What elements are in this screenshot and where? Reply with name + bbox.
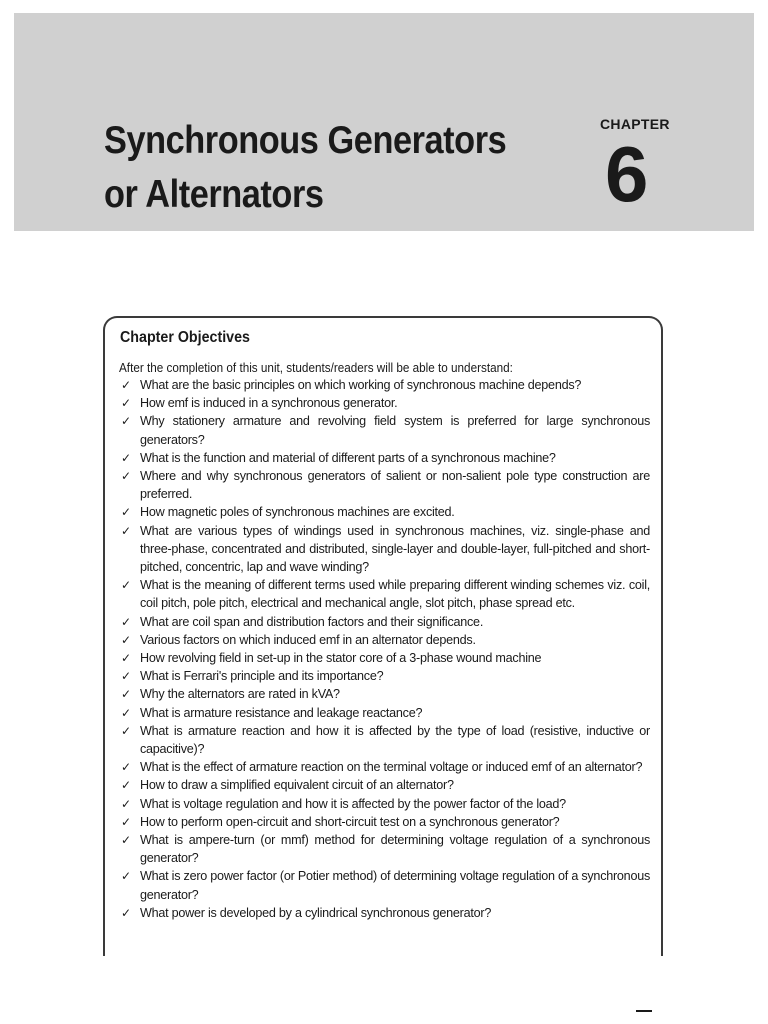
objective-item-text: How to draw a simplified equivalent circuit of an alternator? — [140, 778, 454, 793]
checkmark-icon: ✓ — [121, 632, 132, 647]
objective-item — [120, 449, 650, 467]
chapter-title-line-2: or Alternators — [104, 173, 324, 216]
chapter-objectives-list — [120, 376, 650, 922]
objective-item-text: How emf is induced in a synchronous generator. — [140, 396, 398, 411]
objective-item-text: How to perform open-circuit and short-circuit test on a synchronous generator? — [140, 814, 560, 829]
objective-item-text: Why the alternators are rated in kVA? — [140, 687, 340, 702]
checkmark-icon: ✓ — [121, 523, 132, 538]
objective-item — [120, 904, 650, 922]
objective-item — [120, 467, 650, 503]
chapter-objectives-intro: After the completion of this unit, students/readers will be able to understand: — [119, 361, 513, 375]
objective-item — [120, 831, 650, 867]
objective-item — [120, 704, 650, 722]
objective-item-text: What is armature resistance and leakage reactance? — [140, 705, 423, 720]
checkmark-icon: ✓ — [121, 723, 132, 738]
checkmark-icon: ✓ — [121, 614, 132, 629]
objective-item — [120, 813, 650, 831]
objective-item — [120, 613, 650, 631]
objective-item — [120, 522, 650, 577]
chapter-label: CHAPTER — [600, 116, 670, 132]
objective-item-text: What is zero power factor (or Potier method) of determining voltage regulation of a synchronous generator? — [140, 869, 650, 902]
objective-item — [120, 685, 650, 703]
objective-item — [120, 394, 650, 412]
checkmark-icon: ✓ — [121, 669, 132, 684]
objective-item-text: What is voltage regulation and how it is affected by the power factor of the load? — [140, 796, 566, 811]
checkmark-icon: ✓ — [121, 760, 132, 775]
objective-item-text: Where and why synchronous generators of salient or non-salient pole type construction are preferred. — [140, 469, 650, 502]
objective-item — [120, 649, 650, 667]
checkmark-icon: ✓ — [121, 378, 132, 392]
checkmark-icon: ✓ — [121, 687, 132, 702]
chapter-title — [104, 114, 509, 222]
objective-item — [120, 722, 650, 758]
checkmark-icon: ✓ — [121, 505, 132, 520]
objective-item-text: What is the function and material of different parts of a synchronous machine? — [140, 450, 556, 465]
objective-item-text: How magnetic poles of synchronous machines are excited. — [140, 505, 455, 520]
objective-item-text: What are coil span and distribution factors and their significance. — [140, 614, 484, 629]
checkmark-icon: ✓ — [121, 396, 132, 411]
objective-item — [120, 776, 650, 794]
checkmark-icon: ✓ — [121, 705, 132, 720]
chapter-title-line-1: Synchronous Generators — [104, 119, 507, 162]
checkmark-icon: ✓ — [121, 578, 132, 593]
objective-item — [120, 503, 650, 521]
objective-item — [120, 795, 650, 813]
checkmark-icon: ✓ — [121, 833, 132, 848]
checkmark-icon: ✓ — [121, 796, 132, 811]
chapter-number: 6 — [605, 130, 649, 218]
checkmark-icon: ✓ — [121, 414, 132, 429]
objective-item — [120, 758, 650, 776]
checkmark-icon: ✓ — [121, 814, 132, 829]
objective-item-text: What is armature reaction and how it is affected by the type of load (resistive, inductive or capacitive)? — [140, 723, 650, 757]
checkmark-icon: ✓ — [121, 778, 132, 793]
objective-item-text: Various factors on which induced emf in an alternator depends. — [140, 632, 476, 647]
objective-item-text: What is Ferrari's principle and its importance? — [140, 669, 384, 684]
objective-item — [120, 867, 650, 903]
objective-item-text: What is ampere-turn (or mmf) method for determining voltage regulation of a synchronous generator? — [140, 833, 650, 866]
objective-item-text: How revolving field in set-up in the stator core of a 3-phase wound machine — [140, 651, 542, 666]
objective-item-text: What power is developed by a cylindrical synchronous generator? — [140, 905, 492, 920]
objective-item — [120, 412, 650, 448]
checkmark-icon: ✓ — [121, 905, 132, 920]
objective-item-text: What is the effect of armature reaction on the terminal voltage or induced emf of an alternator? — [140, 760, 643, 775]
objective-item — [120, 667, 650, 685]
objective-item — [120, 631, 650, 649]
checkmark-icon: ✓ — [121, 469, 132, 484]
page-bottom-mark — [636, 1010, 652, 1012]
checkmark-icon: ✓ — [121, 450, 132, 465]
checkmark-icon: ✓ — [121, 651, 132, 666]
objective-item — [120, 576, 650, 612]
objective-item-text: What is the meaning of different terms used while preparing different winding schemes viz. coil, coil pitch, pole pitch, electrical and mechanical angle, slot pitch, phase spread etc. — [140, 578, 650, 611]
chapter-objectives-heading: Chapter Objectives — [120, 329, 250, 346]
objective-item-text: What are the basic principles on which working of synchronous machine depends? — [140, 378, 582, 392]
objective-item-text: Why stationery armature and revolving field system is preferred for large synchronous generators? — [140, 414, 650, 447]
checkmark-icon: ✓ — [121, 869, 132, 884]
objective-item-text: What are various types of windings used in synchronous machines, viz. single-phase and three-phase, concentrated and distributed, single-layer and double-layer, full-pitched and short-pitched, concentric, lap and wave winding? — [140, 523, 650, 575]
objective-item — [120, 376, 650, 394]
